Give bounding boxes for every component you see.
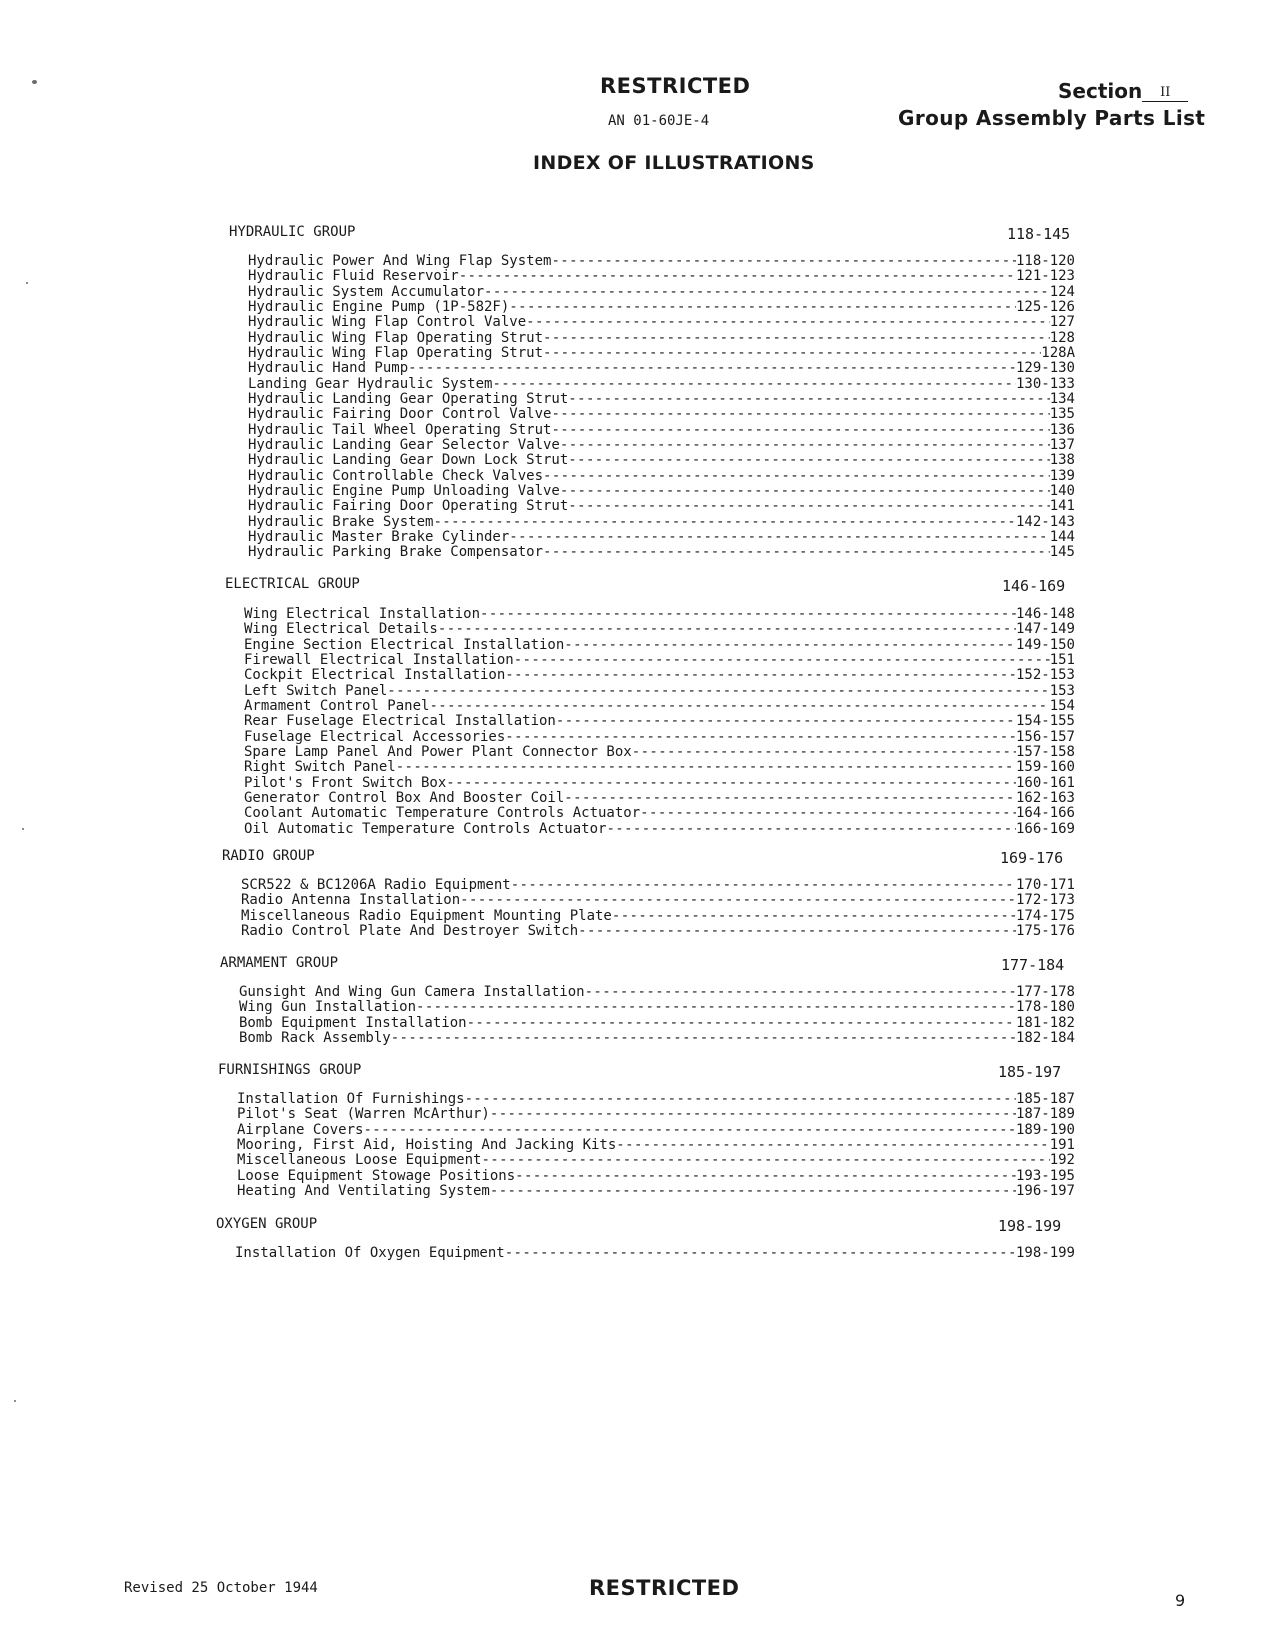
index-entry (248, 269, 1075, 284)
entry-title: Hydraulic Tail Wheel Operating Strut (248, 422, 552, 438)
scan-speck (26, 282, 28, 284)
entry-page-numbers: 160-161 (1015, 775, 1075, 791)
entry-title: Installation Of Furnishings (237, 1091, 465, 1107)
dot-leader (509, 300, 1016, 315)
group-heading: FURNISHINGS GROUP (218, 1062, 362, 1078)
entry-title: Hydraulic Landing Gear Selector Valve (248, 437, 560, 453)
dot-leader (514, 653, 1050, 668)
dot-leader (543, 469, 1050, 484)
index-entry (237, 1153, 1075, 1168)
entry-title: Hydraulic System Accumulator (248, 284, 485, 300)
entry-page-numbers: 159-160 (1015, 759, 1075, 775)
entry-title: Pilot's Front Switch Box (244, 775, 447, 791)
index-entry (237, 1092, 1075, 1107)
entry-title: Heating And Ventilating System (237, 1183, 490, 1199)
dot-leader (391, 1031, 1016, 1046)
entry-page-numbers: 127 (1049, 314, 1075, 330)
index-entry (248, 346, 1075, 361)
dot-leader (465, 1092, 1016, 1107)
dot-leader (556, 714, 1016, 729)
index-entry (244, 822, 1075, 837)
dot-leader (416, 1000, 1016, 1015)
scan-speck (32, 80, 37, 84)
dot-leader (480, 607, 1016, 622)
entry-title: Landing Gear Hydraulic System (248, 376, 493, 392)
entry-title: Airplane Covers (237, 1122, 364, 1138)
entry-title: Wing Electrical Details (244, 621, 438, 637)
entry-title: Mooring, First Aid, Hoisting And Jacking Kits (237, 1137, 617, 1153)
entry-title: Generator Control Box And Booster Coil (244, 790, 565, 806)
entry-title: Installation Of Oxygen Equipment (235, 1245, 505, 1261)
entry-title: Hydraulic Landing Gear Operating Strut (248, 391, 569, 407)
entry-page-numbers: 175-176 (1015, 923, 1075, 939)
entry-page-numbers: 162-163 (1015, 790, 1075, 806)
entry-page-numbers: 152-153 (1015, 667, 1075, 683)
index-entry (235, 1246, 1075, 1261)
group-page-range: 198-199 (998, 1217, 1062, 1235)
entry-page-numbers: 128A (1041, 345, 1075, 361)
index-entry (244, 653, 1075, 668)
entry-title: Firewall Electrical Installation (244, 652, 514, 668)
index-entry (248, 300, 1075, 315)
dot-leader (505, 730, 1016, 745)
entry-title: Hydraulic Wing Flap Operating Strut (248, 345, 544, 361)
entry-page-numbers: 147-149 (1015, 621, 1075, 637)
dot-leader (511, 878, 1016, 893)
entry-title: Armament Control Panel (244, 698, 430, 714)
entry-page-numbers: 151 (1049, 652, 1075, 668)
entry-title: Gunsight And Wing Gun Camera Installation (239, 984, 585, 1000)
entry-page-numbers: 125-126 (1015, 299, 1075, 315)
dot-leader (509, 530, 1049, 545)
dot-leader (568, 499, 1049, 514)
entry-title: Spare Lamp Panel And Power Plant Connector Box (244, 744, 632, 760)
group-heading: OXYGEN GROUP (216, 1216, 318, 1232)
dot-leader (505, 1246, 1016, 1261)
index-entry (244, 806, 1075, 821)
index-entry (248, 438, 1075, 453)
dot-leader (526, 315, 1050, 330)
index-entry (244, 760, 1075, 775)
section-title: Group Assembly Parts List (898, 106, 1206, 130)
index-entry (237, 1184, 1075, 1199)
entry-page-numbers: 174-175 (1015, 908, 1075, 924)
entry-page-numbers: 146-148 (1015, 606, 1075, 622)
entry-page-numbers: 178-180 (1015, 999, 1075, 1015)
entry-page-numbers: 136 (1049, 422, 1075, 438)
entry-title: Hydraulic Fairing Door Control Valve (248, 406, 552, 422)
index-entry (248, 392, 1075, 407)
entry-title: Hydraulic Engine Pump (1P-582F) (248, 299, 510, 315)
index-entry (244, 622, 1075, 637)
index-entry (241, 878, 1075, 893)
index-entry (241, 893, 1075, 908)
entry-title: Hydraulic Master Brake Cylinder (248, 529, 510, 545)
entry-page-numbers: 141 (1049, 498, 1075, 514)
entry-page-numbers: 164-166 (1015, 805, 1075, 821)
index-entry (237, 1107, 1075, 1122)
entry-title: Hydraulic Wing Flap Control Valve (248, 314, 527, 330)
entry-page-numbers: 193-195 (1015, 1168, 1075, 1184)
dot-leader (438, 622, 1016, 637)
dot-leader (560, 484, 1050, 499)
entry-title: Hydraulic Fluid Reservoir (248, 268, 459, 284)
entry-title: Loose Equipment Stowage Positions (237, 1168, 516, 1184)
entry-title: Miscellaneous Loose Equipment (237, 1152, 482, 1168)
index-entry (237, 1138, 1075, 1153)
entry-page-numbers: 135 (1049, 406, 1075, 422)
entry-title: Hydraulic Parking Brake Compensator (248, 544, 544, 560)
entry-title: Bomb Rack Assembly (239, 1030, 391, 1046)
dot-leader (467, 1016, 1016, 1031)
entry-title: Hydraulic Brake System (248, 514, 434, 530)
entry-title: Cockpit Electrical Installation (244, 667, 506, 683)
dot-leader (433, 515, 1016, 530)
entry-page-numbers: 189-190 (1015, 1122, 1075, 1138)
index-entry (241, 924, 1075, 939)
index-entry (248, 285, 1075, 300)
dot-leader (490, 1107, 1016, 1122)
dot-leader (429, 699, 1049, 714)
group-heading: ARMAMENT GROUP (220, 955, 339, 971)
dot-leader (640, 806, 1016, 821)
entry-title: Right Switch Panel (244, 759, 396, 775)
entry-page-numbers: 153 (1049, 683, 1075, 699)
scan-speck (22, 828, 24, 830)
entry-page-numbers: 156-157 (1015, 729, 1075, 745)
index-entry (248, 407, 1075, 422)
index-entry (239, 1000, 1075, 1015)
group-page-range: 169-176 (1000, 849, 1064, 867)
dot-leader (543, 545, 1050, 560)
index-entry (244, 776, 1075, 791)
group-page-range: 146-169 (1002, 577, 1066, 595)
index-entry (241, 909, 1075, 924)
group-page-range: 185-197 (998, 1063, 1062, 1081)
entry-title: Radio Control Plate And Destroyer Switch (241, 923, 579, 939)
index-entry (248, 423, 1075, 438)
entry-page-numbers: 154 (1049, 698, 1075, 714)
dot-leader (490, 1184, 1016, 1199)
index-entry (244, 684, 1075, 699)
dot-leader (560, 438, 1050, 453)
header-restricted-label: RESTRICTED (600, 74, 751, 98)
entry-page-numbers: 130-133 (1015, 376, 1075, 392)
entry-page-numbers: 142-143 (1015, 514, 1075, 530)
entry-page-numbers: 137 (1049, 437, 1075, 453)
revision-date: Revised 25 October 1944 (124, 1580, 318, 1596)
entry-page-numbers: 157-158 (1015, 744, 1075, 760)
entry-title: Hydraulic Wing Flap Operating Strut (248, 330, 544, 346)
entry-title: Miscellaneous Radio Equipment Mounting Plate (241, 908, 612, 924)
entry-title: Radio Antenna Installation (241, 892, 461, 908)
dot-leader (363, 1123, 1016, 1138)
entry-page-numbers: 192 (1049, 1152, 1075, 1168)
dot-leader (568, 453, 1049, 468)
entry-title: Hydraulic Engine Pump Unloading Valve (248, 483, 560, 499)
dot-leader (568, 392, 1049, 407)
entry-page-numbers: 185-187 (1015, 1091, 1075, 1107)
index-entry (239, 985, 1075, 1000)
dot-leader (551, 423, 1049, 438)
index-entry (248, 515, 1075, 530)
entry-title: Oil Automatic Temperature Controls Actuator (244, 821, 607, 837)
index-entry (244, 607, 1075, 622)
dot-leader (564, 791, 1016, 806)
group-heading: RADIO GROUP (222, 848, 315, 864)
index-entry (248, 499, 1075, 514)
index-entry (248, 453, 1075, 468)
index-entry (237, 1169, 1075, 1184)
index-entry (244, 730, 1075, 745)
group-page-range: 177-184 (1001, 956, 1065, 974)
entry-title: Wing Electrical Installation (244, 606, 481, 622)
index-title: INDEX OF ILLUSTRATIONS (533, 152, 815, 174)
entry-title: Hydraulic Fairing Door Operating Strut (248, 498, 569, 514)
entry-title: Wing Gun Installation (239, 999, 417, 1015)
entry-page-numbers: 144 (1049, 529, 1075, 545)
dot-leader (543, 331, 1050, 346)
entry-title: Hydraulic Hand Pump (248, 360, 409, 376)
entry-page-numbers: 140 (1049, 483, 1075, 499)
entry-page-numbers: 196-197 (1015, 1183, 1075, 1199)
dot-leader (551, 407, 1049, 422)
entry-page-numbers: 177-178 (1015, 984, 1075, 1000)
section-number: II (1142, 85, 1188, 102)
group-page-range: 118-145 (1007, 225, 1071, 243)
group-heading: ELECTRICAL GROUP (225, 576, 360, 592)
dot-leader (396, 760, 1016, 775)
entry-title: Hydraulic Power And Wing Flap System (248, 253, 552, 269)
entry-page-numbers: 181-182 (1015, 1015, 1075, 1031)
entry-title: Left Switch Panel (244, 683, 388, 699)
index-entry (248, 469, 1075, 484)
entry-page-numbers: 154-155 (1015, 713, 1075, 729)
entry-page-numbers: 172-173 (1015, 892, 1075, 908)
page-number: 9 (1175, 1591, 1186, 1610)
index-entry (248, 315, 1075, 330)
index-entry (244, 668, 1075, 683)
index-entry (244, 699, 1075, 714)
entry-page-numbers: 129-130 (1015, 360, 1075, 376)
entry-page-numbers: 128 (1049, 330, 1075, 346)
section-label: Section (1058, 79, 1143, 103)
index-entry (248, 530, 1075, 545)
entry-title: Engine Section Electrical Installation (244, 637, 565, 653)
entry-page-numbers: 191 (1049, 1137, 1075, 1153)
scan-speck (14, 1400, 16, 1402)
dot-leader (446, 776, 1016, 791)
index-entry (239, 1016, 1075, 1031)
dot-leader (578, 924, 1016, 939)
dot-leader (481, 1153, 1049, 1168)
entry-page-numbers: 170-171 (1015, 877, 1075, 893)
index-entry (237, 1123, 1075, 1138)
dot-leader (492, 377, 1016, 392)
dot-leader (459, 269, 1016, 284)
dot-leader (515, 1169, 1016, 1184)
entry-title: Hydraulic Landing Gear Down Lock Strut (248, 452, 569, 468)
dot-leader (460, 893, 1016, 908)
index-entry (248, 361, 1075, 376)
entry-page-numbers: 121-123 (1015, 268, 1075, 284)
dot-leader (408, 361, 1016, 376)
index-entry (248, 254, 1075, 269)
dot-leader (606, 822, 1016, 837)
footer-restricted-label: RESTRICTED (589, 1576, 740, 1600)
dot-leader (612, 909, 1016, 924)
index-entry (248, 377, 1075, 392)
dot-leader (543, 346, 1041, 361)
index-entry (248, 484, 1075, 499)
entry-page-numbers: 182-184 (1015, 1030, 1075, 1046)
entry-page-numbers: 145 (1049, 544, 1075, 560)
entry-page-numbers: 149-150 (1015, 637, 1075, 653)
index-entry (244, 791, 1075, 806)
document-number: AN 01-60JE-4 (608, 113, 710, 129)
entry-page-numbers: 124 (1049, 284, 1075, 300)
entry-title: Bomb Equipment Installation (239, 1015, 467, 1031)
index-entry (244, 745, 1075, 760)
dot-leader (585, 985, 1016, 1000)
dot-leader (484, 285, 1050, 300)
entry-page-numbers: 118-120 (1015, 253, 1075, 269)
index-entry (244, 638, 1075, 653)
entry-title: Fuselage Electrical Accessories (244, 729, 506, 745)
dot-leader (632, 745, 1016, 760)
entry-title: Coolant Automatic Temperature Controls Actuator (244, 805, 641, 821)
entry-page-numbers: 134 (1049, 391, 1075, 407)
entry-page-numbers: 187-189 (1015, 1106, 1075, 1122)
dot-leader (616, 1138, 1049, 1153)
index-entry (248, 545, 1075, 560)
index-entry (248, 331, 1075, 346)
dot-leader (387, 684, 1049, 699)
entry-title: Hydraulic Controllable Check Valves (248, 468, 544, 484)
group-heading: HYDRAULIC GROUP (229, 224, 356, 240)
index-entry (244, 714, 1075, 729)
dot-leader (551, 254, 1016, 269)
dot-leader (505, 668, 1016, 683)
entry-title: Rear Fuselage Electrical Installation (244, 713, 556, 729)
dot-leader (564, 638, 1016, 653)
entry-title: SCR522 & BC1206A Radio Equipment (241, 877, 511, 893)
entry-page-numbers: 198-199 (1015, 1245, 1075, 1261)
entry-page-numbers: 138 (1049, 452, 1075, 468)
entry-page-numbers: 139 (1049, 468, 1075, 484)
index-entry (239, 1031, 1075, 1046)
entry-page-numbers: 166-169 (1015, 821, 1075, 837)
entry-title: Pilot's Seat (Warren McArthur) (237, 1106, 490, 1122)
